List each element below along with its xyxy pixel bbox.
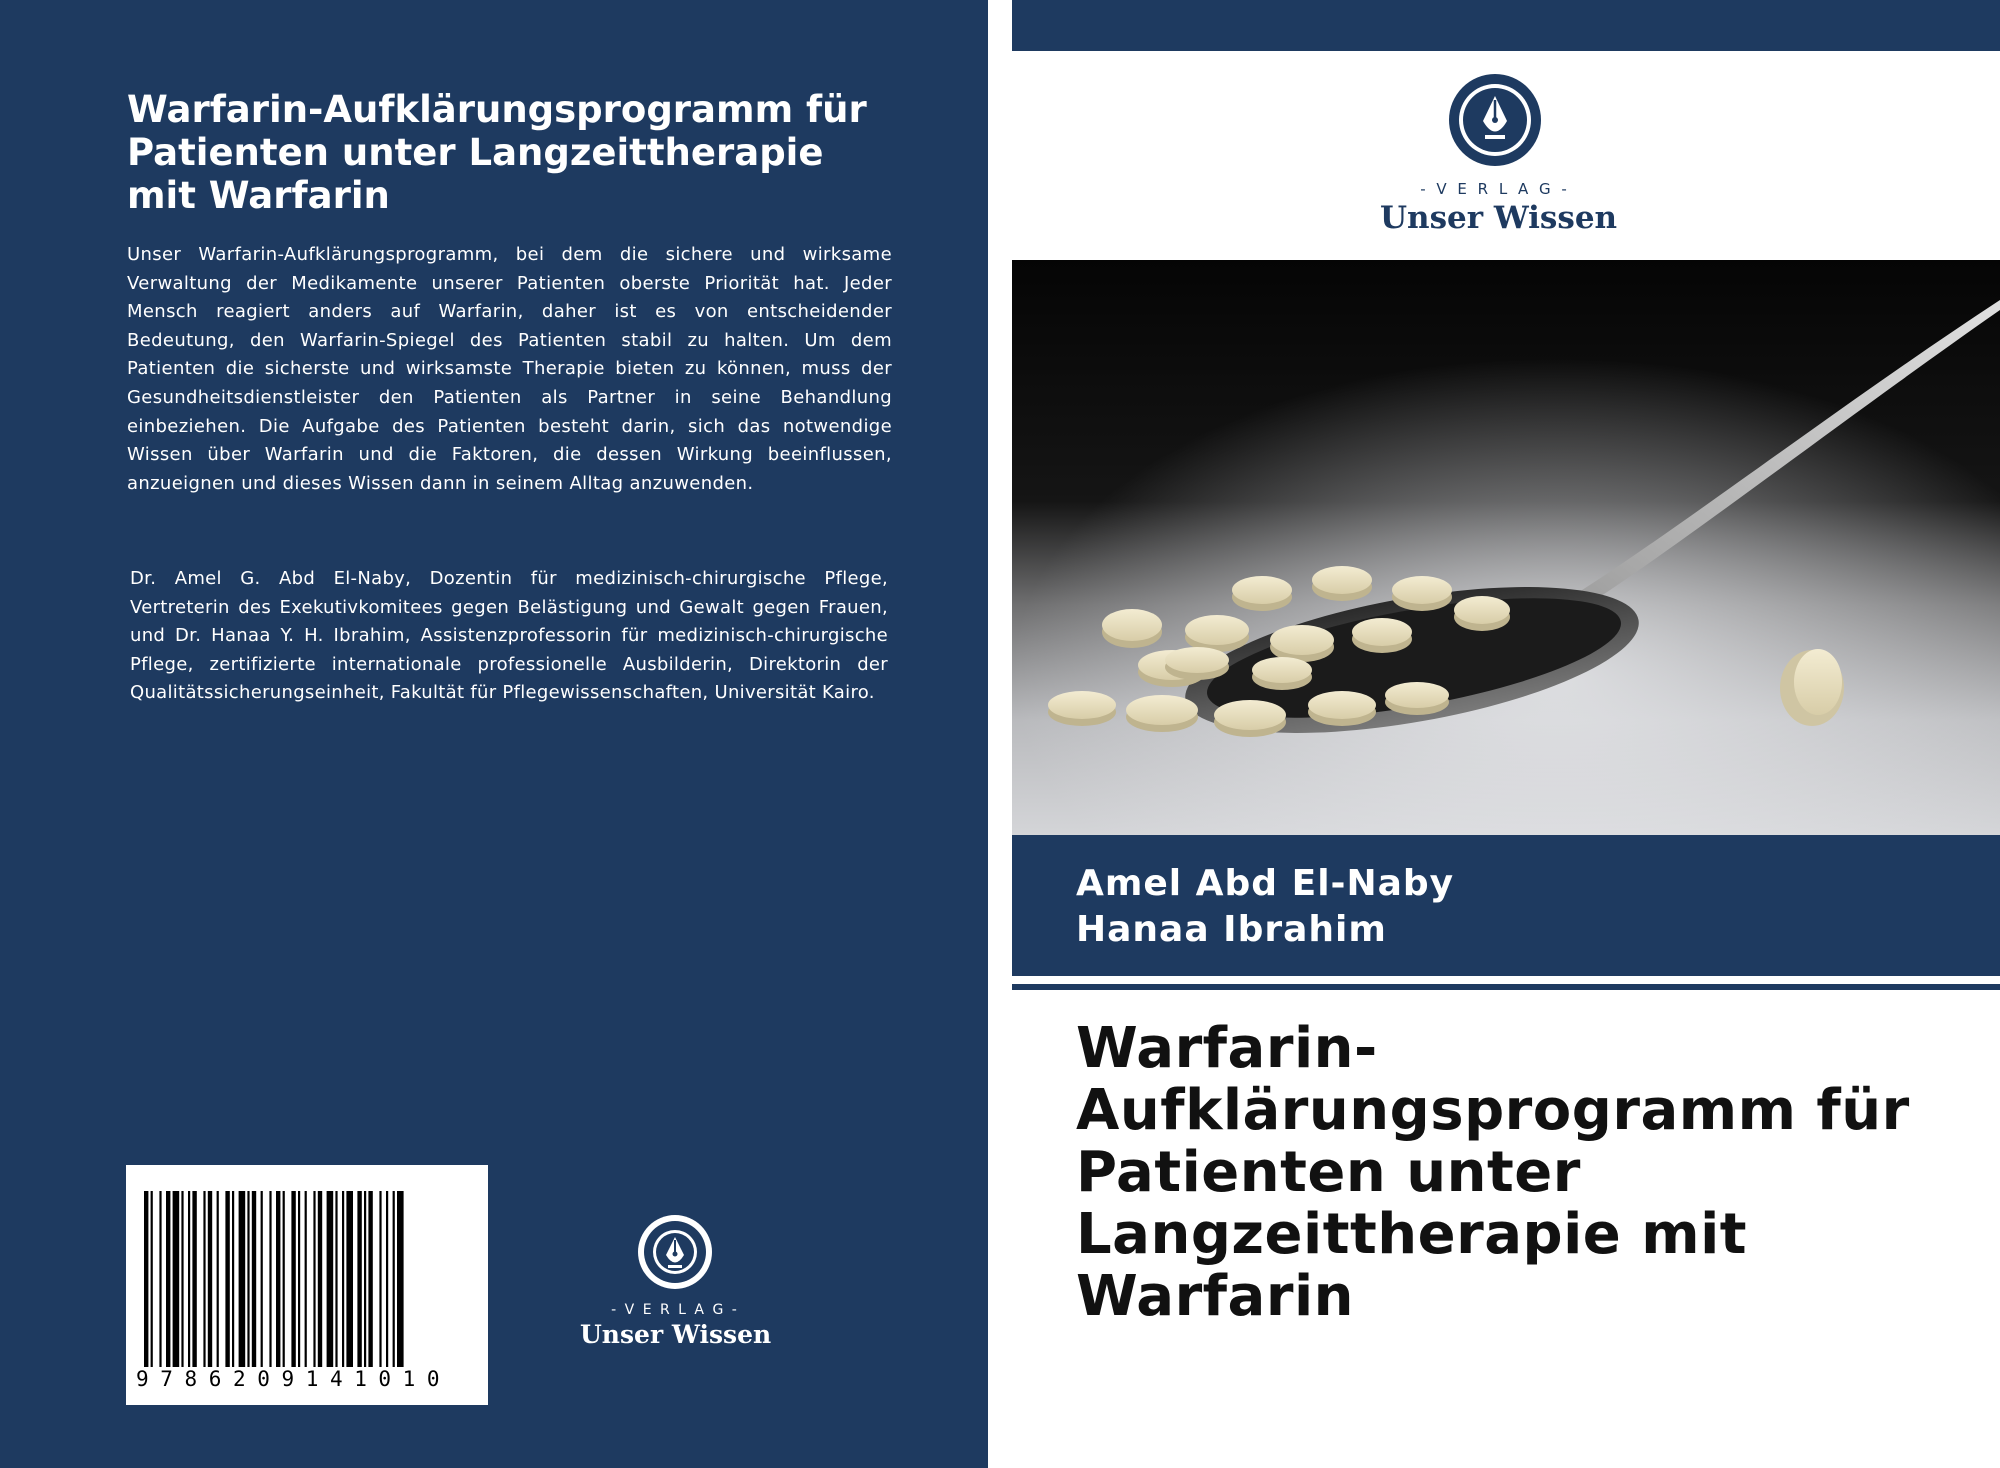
logo-verlag-label: - V E R L A G -	[611, 1302, 739, 1318]
back-cover-title: Warfarin-Aufklärungsprogramm für Patienten unter Langzeittherapie mit Warfarin	[127, 88, 867, 217]
isbn-digits: 9786209141010	[136, 1367, 452, 1391]
author-name-2: Hanaa Ibrahim	[1076, 909, 1387, 950]
pills-on-spoon-image	[1012, 260, 2000, 835]
fountain-pen-nib-icon	[1447, 72, 1543, 168]
front-top-bar	[1012, 0, 2000, 51]
back-publisher-logo	[580, 1212, 770, 1349]
barcode-bars	[144, 1191, 470, 1367]
front-cover-title: Warfarin-Aufklärungsprogramm für Patienten unter Langzeittherapie mit Warfarin	[1076, 1016, 1910, 1329]
logo-verlag-label: - V E R L A G -	[1420, 180, 1570, 198]
author-name-1: Amel Abd El-Naby	[1076, 863, 1455, 904]
spine-gap	[988, 0, 1012, 1468]
isbn-barcode	[126, 1165, 488, 1405]
title-rule	[1012, 984, 2000, 990]
logo-publisher-name: Unser Wissen	[1380, 200, 1618, 236]
logo-publisher-name: Unser Wissen	[580, 1320, 772, 1349]
back-cover-blurb: Unser Warfarin-Aufklärungsprogramm, bei dem die sichere und wirksame Verwaltung der Medikamente unserer Patienten oberste Priorität hat. Jeder Mensch reagiert anders auf Warfarin, daher ist es von entscheidender Bedeutung, den Warfarin-Spiegel des Patienten stabil zu halten. Um dem Patienten die sicherste und wirksamste Therapie bieten zu können, muss der Gesundheitsdienstleister den Patienten als Partner in seine Behandlung einbeziehen. Die Aufgabe des Patienten besteht darin, sich das notwendige Wissen über Warfarin und die Faktoren, die dessen Wirkung beeinflussen, anzueignen und dieses Wissen dann in seinem Alltag anzuwenden.	[127, 244, 892, 494]
author-band	[1012, 835, 2000, 976]
front-publisher-logo	[1380, 72, 1618, 236]
fountain-pen-nib-icon	[635, 1212, 715, 1292]
author-bio: Dr. Amel G. Abd El-Naby, Dozentin für medizinisch-chirurgische Pflege, Vertreterin des Exekutivkomitees gegen Belästigung und Gewalt gegen Frauen, und Dr. Hanaa Y. H. Ibrahim, Assistenzprofessorin für medizinisch-chirurgische Pflege, zertifizierte internationale professionelle Ausbilderin, Direktorin der Qualitätssicherungseinheit, Fakultät für Pflegewissenschaften, Universität Kairo.	[130, 568, 888, 704]
back-cover	[0, 0, 988, 1468]
